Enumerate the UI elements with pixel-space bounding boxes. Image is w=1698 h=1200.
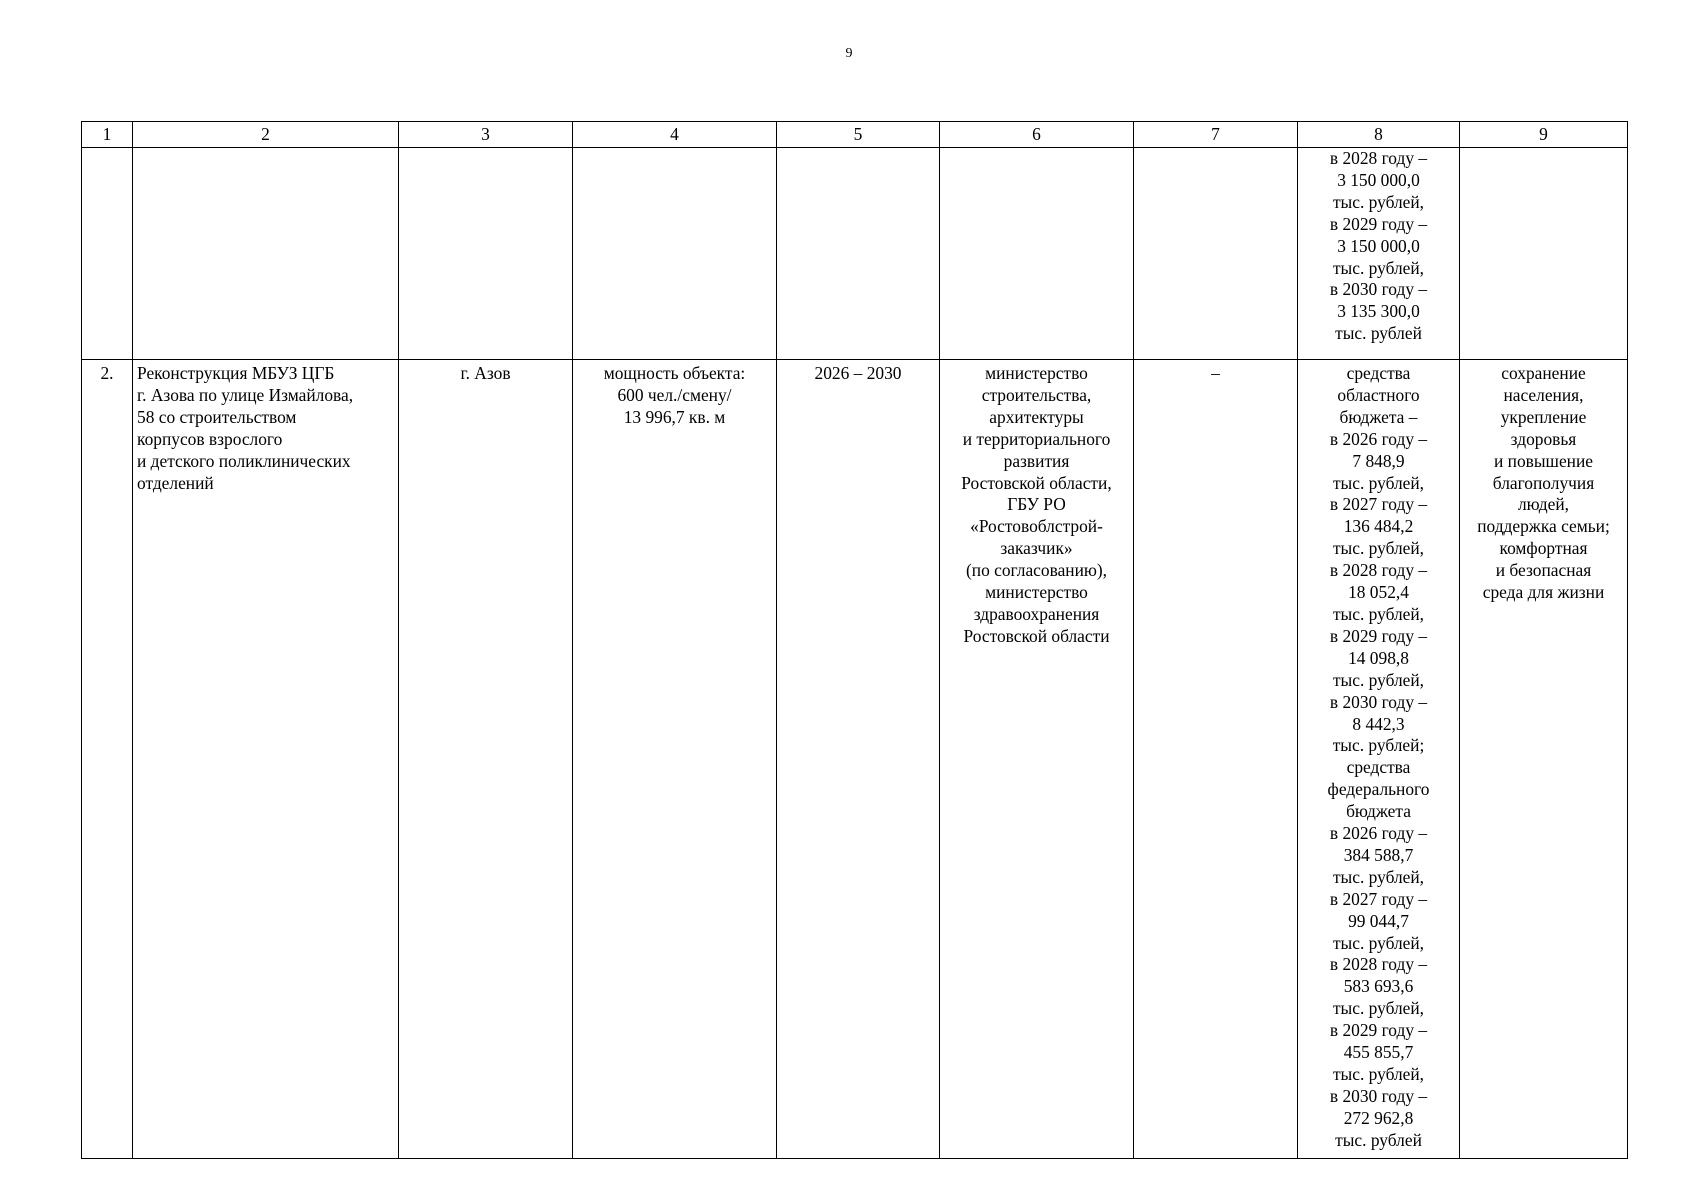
cell-object-name: Реконструкция МБУЗ ЦГБ г. Азова по улице Измайлова, 58 со строительством корпусов взрослого и детского поликлинических отделений bbox=[133, 360, 399, 1159]
column-header-7: 7 bbox=[1134, 122, 1298, 148]
column-header-4: 4 bbox=[573, 122, 777, 148]
table-row-2 bbox=[82, 360, 1628, 1159]
cell-funding: средства областного бюджета – в 2026 году – 7 848,9 тыс. рублей, в 2027 году – 136 484,2 тыс. рублей, в 2028 году – 18 052,4 тыс. рублей, в 2029 году – 14 098,8 тыс. рублей, в 2030 году – 8 442,3 тыс. рублей; средства федерального бюджета в 2026 году – 384 588,7 тыс. рублей, в 2027 году – 99 044,7 тыс. рублей, в 2028 году – 583 693,6 тыс. рублей, в 2029 году – 455 855,7 тыс. рублей, в 2030 году – 272 962,8 тыс. рублей bbox=[1298, 360, 1460, 1159]
table-row-continuation bbox=[82, 148, 1628, 360]
cell-capacity: мощность объекта: 600 чел./смену/ 13 996,7 кв. м bbox=[573, 360, 777, 1159]
cell-column-7: – bbox=[1134, 360, 1298, 1159]
column-header-3: 3 bbox=[399, 122, 573, 148]
cell-executors: министерство строительства, архитектуры и территориального развития Ростовской области, ГБУ РО «Ростовоблстрой- заказчик» (по согласованию), министерство здравоохранения Ростовской области bbox=[940, 360, 1134, 1159]
column-header-8: 8 bbox=[1298, 122, 1460, 148]
cell-funding: в 2028 году – 3 150 000,0 тыс. рублей, в 2029 году – 3 150 000,0 тыс. рублей, в 2030 году – 3 135 300,0 тыс. рублей bbox=[1298, 148, 1460, 360]
cell-goals bbox=[1460, 148, 1628, 360]
cell-capacity bbox=[573, 148, 777, 360]
cell-number: 2. bbox=[82, 360, 133, 1159]
cell-column-7 bbox=[1134, 148, 1298, 360]
program-table bbox=[81, 121, 1628, 1159]
page-number: 9 bbox=[845, 46, 853, 61]
column-header-2: 2 bbox=[133, 122, 399, 148]
column-header-6: 6 bbox=[940, 122, 1134, 148]
cell-location bbox=[399, 148, 573, 360]
cell-object-name bbox=[133, 148, 399, 360]
column-header-9: 9 bbox=[1460, 122, 1628, 148]
cell-goals: сохранение населения, укрепление здоровья и повышение благополучия людей, поддержка семьи; комфортная и безопасная среда для жизни bbox=[1460, 360, 1628, 1159]
column-header-5: 5 bbox=[777, 122, 940, 148]
cell-period: 2026 – 2030 bbox=[777, 360, 940, 1159]
cell-executors bbox=[940, 148, 1134, 360]
cell-period bbox=[777, 148, 940, 360]
cell-number bbox=[82, 148, 133, 360]
column-header-1: 1 bbox=[82, 122, 133, 148]
table-header-row bbox=[82, 122, 1628, 148]
cell-location: г. Азов bbox=[399, 360, 573, 1159]
